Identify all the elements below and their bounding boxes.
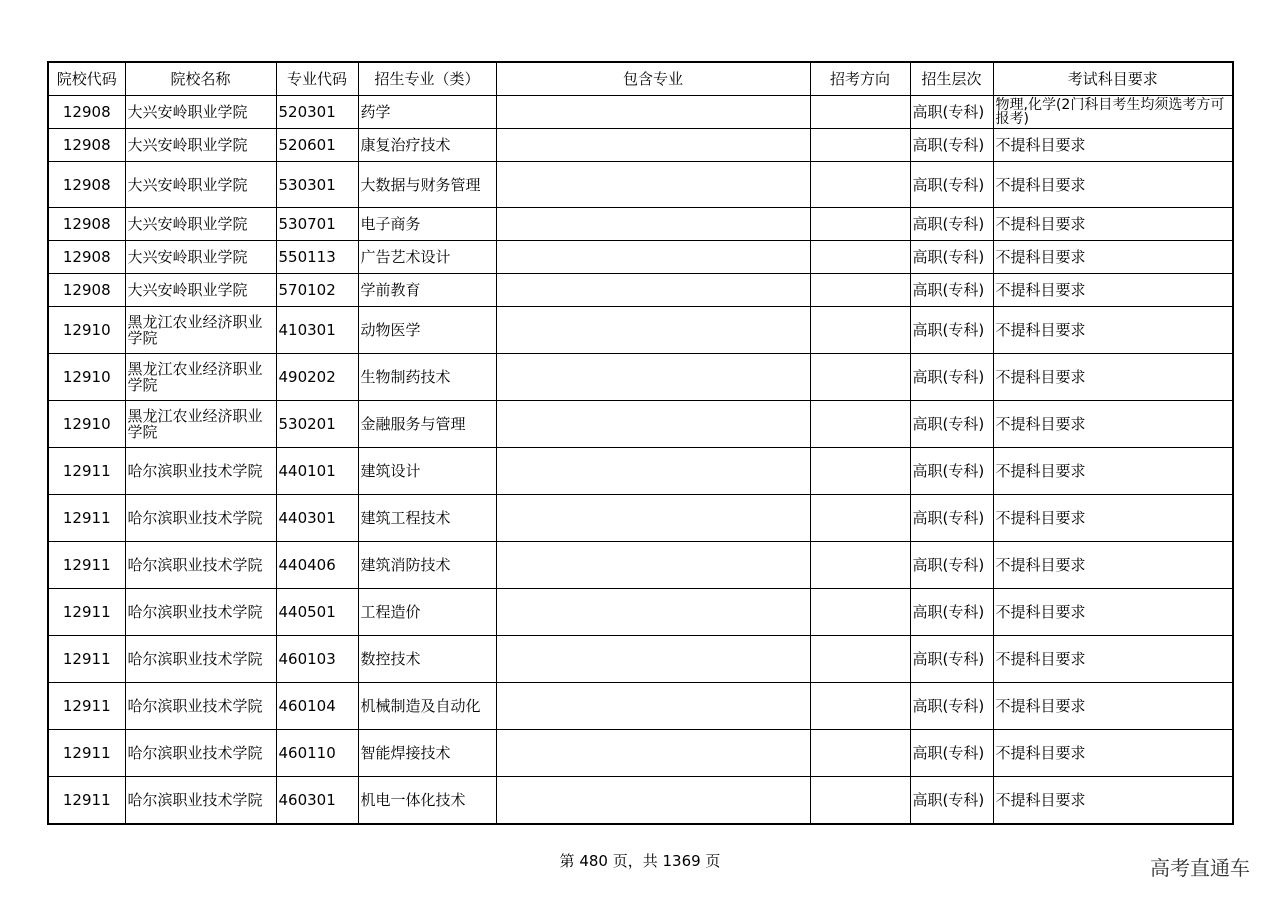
cell-direction — [810, 241, 910, 274]
cell-direction — [810, 495, 910, 542]
cell-direction — [810, 636, 910, 683]
cell-level: 高职(专科) — [910, 542, 993, 589]
cell-major-code: 520601 — [276, 129, 358, 162]
col-header-school-name: 院校名称 — [125, 62, 276, 96]
table-row — [48, 589, 1233, 636]
cell-requirement: 不提科目要求 — [993, 777, 1233, 825]
cell-school-name: 黑龙江农业经济职业学院 — [125, 354, 276, 401]
cell-major-code: 530301 — [276, 162, 358, 208]
table-row — [48, 683, 1233, 730]
col-header-direction: 招考方向 — [810, 62, 910, 96]
cell-major-code: 440406 — [276, 542, 358, 589]
cell-school-name: 大兴安岭职业学院 — [125, 96, 276, 129]
cell-level: 高职(专科) — [910, 401, 993, 448]
header-row — [48, 62, 1233, 96]
cell-includes — [496, 777, 810, 825]
cell-includes — [496, 208, 810, 241]
cell-includes — [496, 401, 810, 448]
cell-school-name: 哈尔滨职业技术学院 — [125, 448, 276, 495]
cell-major-code: 410301 — [276, 307, 358, 354]
cell-major-code: 460110 — [276, 730, 358, 777]
cell-major: 电子商务 — [358, 208, 496, 241]
cell-requirement: 不提科目要求 — [993, 162, 1233, 208]
cell-major: 学前教育 — [358, 274, 496, 307]
cell-includes — [496, 589, 810, 636]
cell-level: 高职(专科) — [910, 589, 993, 636]
col-header-requirement: 考试科目要求 — [993, 62, 1233, 96]
cell-direction — [810, 777, 910, 825]
table-row — [48, 129, 1233, 162]
table-row — [48, 307, 1233, 354]
cell-requirement: 不提科目要求 — [993, 589, 1233, 636]
table-row — [48, 448, 1233, 495]
cell-school-code: 12910 — [48, 354, 125, 401]
cell-includes — [496, 354, 810, 401]
cell-includes — [496, 495, 810, 542]
cell-major: 康复治疗技术 — [358, 129, 496, 162]
cell-level: 高职(专科) — [910, 354, 993, 401]
cell-major: 金融服务与管理 — [358, 401, 496, 448]
cell-school-code: 12908 — [48, 241, 125, 274]
cell-major-code: 440501 — [276, 589, 358, 636]
cell-school-code: 12911 — [48, 589, 125, 636]
cell-direction — [810, 683, 910, 730]
cell-major-code: 460104 — [276, 683, 358, 730]
table-body — [48, 96, 1233, 825]
table-row — [48, 241, 1233, 274]
cell-requirement: 不提科目要求 — [993, 448, 1233, 495]
cell-major: 数控技术 — [358, 636, 496, 683]
cell-level: 高职(专科) — [910, 777, 993, 825]
cell-major-code: 490202 — [276, 354, 358, 401]
cell-school-name: 大兴安岭职业学院 — [125, 162, 276, 208]
cell-includes — [496, 274, 810, 307]
table-row — [48, 542, 1233, 589]
cell-direction — [810, 401, 910, 448]
cell-includes — [496, 96, 810, 129]
cell-school-name: 大兴安岭职业学院 — [125, 274, 276, 307]
table-row — [48, 495, 1233, 542]
cell-major: 生物制药技术 — [358, 354, 496, 401]
cell-major-code: 550113 — [276, 241, 358, 274]
cell-includes — [496, 307, 810, 354]
cell-direction — [810, 96, 910, 129]
cell-major-code: 460301 — [276, 777, 358, 825]
cell-level: 高职(专科) — [910, 448, 993, 495]
cell-school-code: 12908 — [48, 96, 125, 129]
table-row — [48, 401, 1233, 448]
cell-direction — [810, 274, 910, 307]
cell-major: 机械制造及自动化 — [358, 683, 496, 730]
cell-level: 高职(专科) — [910, 730, 993, 777]
cell-requirement: 不提科目要求 — [993, 730, 1233, 777]
cell-school-code: 12911 — [48, 683, 125, 730]
cell-includes — [496, 241, 810, 274]
cell-requirement: 物理,化学(2门科目考生均须选考方可报考) — [993, 96, 1233, 129]
col-header-major: 招生专业（类） — [358, 62, 496, 96]
cell-major-code: 440301 — [276, 495, 358, 542]
cell-direction — [810, 129, 910, 162]
table-row — [48, 162, 1233, 208]
cell-includes — [496, 542, 810, 589]
cell-school-code: 12908 — [48, 162, 125, 208]
cell-requirement: 不提科目要求 — [993, 354, 1233, 401]
cell-level: 高职(专科) — [910, 683, 993, 730]
cell-requirement: 不提科目要求 — [993, 401, 1233, 448]
watermark: 高考直通车 — [1150, 856, 1250, 880]
cell-direction — [810, 307, 910, 354]
cell-includes — [496, 448, 810, 495]
cell-level: 高职(专科) — [910, 636, 993, 683]
cell-school-code: 12910 — [48, 307, 125, 354]
cell-school-name: 哈尔滨职业技术学院 — [125, 683, 276, 730]
cell-direction — [810, 542, 910, 589]
cell-requirement: 不提科目要求 — [993, 542, 1233, 589]
cell-school-name: 哈尔滨职业技术学院 — [125, 495, 276, 542]
cell-requirement: 不提科目要求 — [993, 129, 1233, 162]
col-header-major-code: 专业代码 — [276, 62, 358, 96]
cell-direction — [810, 448, 910, 495]
cell-school-code: 12911 — [48, 777, 125, 825]
cell-level: 高职(专科) — [910, 495, 993, 542]
cell-major: 建筑消防技术 — [358, 542, 496, 589]
cell-requirement: 不提科目要求 — [993, 241, 1233, 274]
table-row — [48, 636, 1233, 683]
cell-level: 高职(专科) — [910, 208, 993, 241]
cell-includes — [496, 636, 810, 683]
cell-direction — [810, 730, 910, 777]
cell-level: 高职(专科) — [910, 96, 993, 129]
col-header-school-code: 院校代码 — [48, 62, 125, 96]
cell-major: 建筑设计 — [358, 448, 496, 495]
cell-direction — [810, 162, 910, 208]
cell-school-name: 大兴安岭职业学院 — [125, 208, 276, 241]
cell-level: 高职(专科) — [910, 274, 993, 307]
cell-school-code: 12911 — [48, 495, 125, 542]
cell-major: 工程造价 — [358, 589, 496, 636]
cell-school-name: 哈尔滨职业技术学院 — [125, 730, 276, 777]
cell-major: 智能焊接技术 — [358, 730, 496, 777]
admission-table — [47, 61, 1234, 825]
table-row — [48, 96, 1233, 129]
cell-school-name: 哈尔滨职业技术学院 — [125, 542, 276, 589]
cell-school-name: 大兴安岭职业学院 — [125, 129, 276, 162]
cell-requirement: 不提科目要求 — [993, 274, 1233, 307]
cell-includes — [496, 162, 810, 208]
cell-major-code: 460103 — [276, 636, 358, 683]
cell-major-code: 530701 — [276, 208, 358, 241]
cell-school-name: 哈尔滨职业技术学院 — [125, 636, 276, 683]
cell-school-name: 哈尔滨职业技术学院 — [125, 777, 276, 825]
cell-school-code: 12908 — [48, 274, 125, 307]
cell-major-code: 440101 — [276, 448, 358, 495]
cell-school-name: 黑龙江农业经济职业学院 — [125, 307, 276, 354]
cell-level: 高职(专科) — [910, 307, 993, 354]
cell-school-code: 12911 — [48, 542, 125, 589]
cell-major: 药学 — [358, 96, 496, 129]
cell-school-name: 哈尔滨职业技术学院 — [125, 589, 276, 636]
cell-school-code: 12911 — [48, 730, 125, 777]
cell-school-code: 12910 — [48, 401, 125, 448]
cell-major-code: 530201 — [276, 401, 358, 448]
cell-requirement: 不提科目要求 — [993, 636, 1233, 683]
cell-direction — [810, 208, 910, 241]
cell-direction — [810, 354, 910, 401]
cell-requirement: 不提科目要求 — [993, 495, 1233, 542]
table-row — [48, 777, 1233, 825]
cell-school-code: 12911 — [48, 448, 125, 495]
page-number: 第 480 页，共 1369 页 — [559, 852, 721, 870]
cell-requirement: 不提科目要求 — [993, 683, 1233, 730]
cell-level: 高职(专科) — [910, 162, 993, 208]
cell-major: 广告艺术设计 — [358, 241, 496, 274]
cell-school-name: 黑龙江农业经济职业学院 — [125, 401, 276, 448]
cell-requirement: 不提科目要求 — [993, 208, 1233, 241]
cell-major: 机电一体化技术 — [358, 777, 496, 825]
col-header-includes: 包含专业 — [496, 62, 810, 96]
cell-includes — [496, 730, 810, 777]
cell-requirement: 不提科目要求 — [993, 307, 1233, 354]
col-header-level: 招生层次 — [910, 62, 993, 96]
cell-major-code: 520301 — [276, 96, 358, 129]
table-row — [48, 274, 1233, 307]
cell-level: 高职(专科) — [910, 241, 993, 274]
cell-major: 大数据与财务管理 — [358, 162, 496, 208]
cell-major-code: 570102 — [276, 274, 358, 307]
cell-includes — [496, 683, 810, 730]
cell-school-name: 大兴安岭职业学院 — [125, 241, 276, 274]
cell-major: 建筑工程技术 — [358, 495, 496, 542]
cell-school-code: 12908 — [48, 208, 125, 241]
table-row — [48, 208, 1233, 241]
cell-direction — [810, 589, 910, 636]
cell-includes — [496, 129, 810, 162]
cell-major: 动物医学 — [358, 307, 496, 354]
cell-school-code: 12911 — [48, 636, 125, 683]
table-row — [48, 730, 1233, 777]
cell-school-code: 12908 — [48, 129, 125, 162]
cell-level: 高职(专科) — [910, 129, 993, 162]
table-row — [48, 354, 1233, 401]
